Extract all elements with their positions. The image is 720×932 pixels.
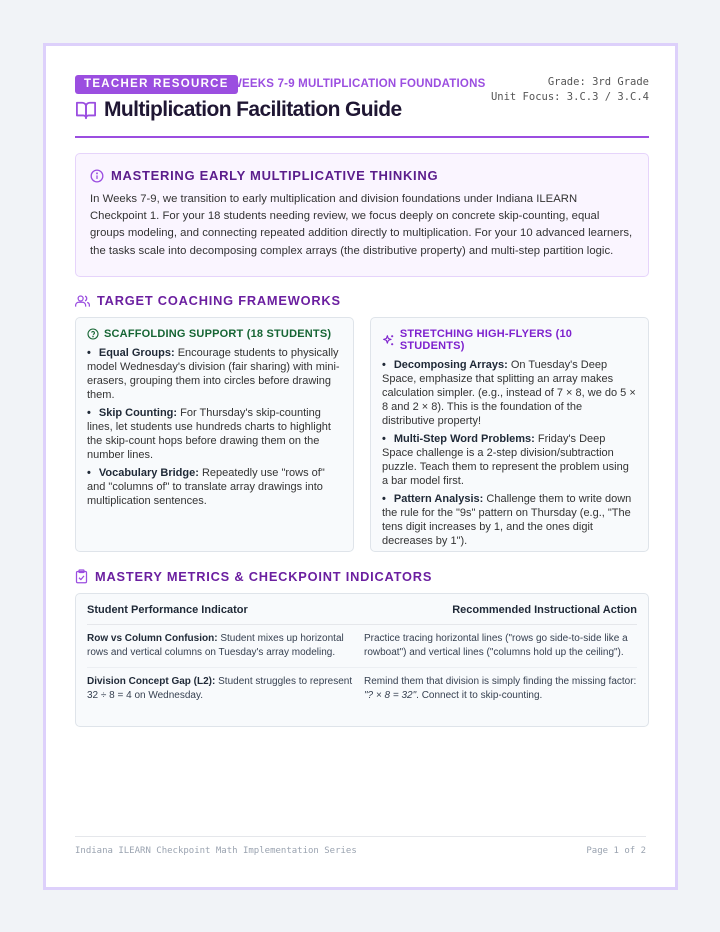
intro-title: MASTERING EARLY MULTIPLICATIVE THINKING [111,168,439,183]
stretching-item-label: Multi-Step Word Problems: [393,433,535,445]
metrics-table [75,593,649,727]
scaffolding-list [87,346,342,508]
users-icon [75,294,90,308]
question-circle-icon [87,328,99,340]
footer-series: Indiana ILEARN Checkpoint Math Implementation Series [75,846,357,856]
scaffolding-item [87,406,342,462]
action-emphasis: "? × 8 = 32" [364,690,417,701]
intro-text: In Weeks 7-9, we transition to early multiplication and division foundations under Indiana ILEARN Checkpoint 1. For your 18 students needing review, we focus deeply on concrete skip-counting, equal groups modeling, and connecting repeated addition directly to multiplication. For your 10 advanced learners, the tasks scale into decomposing complex arrays (the distributive property) and multi-step partition logic. [90,193,633,257]
page-footer [75,836,646,856]
document-page [43,43,678,890]
scaffolding-item-text: For Thursday's skip-counting lines, let students use hundreds charts to highlight the skip-count hops before drawing them on the number lines. [87,407,331,461]
action-text-end: . Connect it to skip-counting. [416,690,543,701]
grade-meta [491,75,649,105]
grade-label: Grade: 3rd Grade [547,76,649,88]
action-text: Remind them that division is simply finding the missing factor: [364,676,637,687]
stretching-item-text: Challenge them to write down the rule for the "9s" pattern on Thursday (e.g., "The tens digit increases by 1, and the ones digit decreases by 1"). [382,493,632,547]
frameworks-heading [75,293,649,308]
stretching-item-label: Pattern Analysis: [393,493,484,505]
stretching-item-label: Decomposing Arrays: [393,359,508,371]
stretching-card [370,317,649,552]
indicator-text: Student mixes up horizontal rows and vertical columns on Tuesday's array modeling. [87,633,344,658]
frameworks-title: TARGET COACHING FRAMEWORKS [97,293,341,308]
stretching-list [382,358,637,548]
metrics-title: MASTERY METRICS & CHECKPOINT INDICATORS [95,569,433,584]
table-row [87,625,637,660]
indicator-cell [87,632,364,660]
scaffolding-item-label: Skip Counting: [98,407,178,419]
page-number: Page 1 of 2 [586,846,646,856]
stretching-item-text: On Tuesday's Deep Space, emphasize that splitting an array makes calculation simpler. (e.g., instead of 7 × 8, we do 5 × 8 and 2 × 8). This is the foundation of the distributive property! [382,359,636,427]
column-header-action: Recommended Instructional Action [452,603,637,616]
page-title: Multiplication Facilitation Guide [104,98,402,121]
indicator-label: Row vs Column Confusion: [87,633,218,644]
stretching-item [382,432,637,488]
header-divider [75,136,649,138]
scaffolding-item [87,346,342,402]
metrics-heading [75,569,649,584]
action-text: Practice tracing horizontal lines ("rows go side-to-side like a rowboat") and vertical lines ("columns hold up the ceiling"). [364,633,628,658]
title-row [75,98,402,122]
scaffolding-item-text: Repeatedly use "rows of" and "columns of" to translate array drawings into multiplication sentences. [87,467,325,507]
header [75,72,649,134]
action-cell [364,632,637,660]
indicator-label: Division Concept Gap (L2): [87,676,216,687]
indicator-cell [87,675,364,703]
framework-cards [75,317,649,552]
table-row [87,667,637,703]
intro-callout [75,153,649,277]
clipboard-check-icon [75,569,88,584]
info-icon [90,169,104,183]
scaffolding-title: SCAFFOLDING SUPPORT (18 STUDENTS) [104,328,332,340]
stretching-item [382,358,637,428]
sparkles-icon [382,334,395,347]
resource-badge: TEACHER RESOURCE [75,75,238,94]
stretching-title: STRETCHING HIGH-FLYERS (10 STUDENTS) [399,328,573,352]
scaffolding-item-text: Encourage students to physically model Wednesday's division (fair sharing) with mini-erasers, grouping them into circles before drawing them. [87,347,340,401]
scaffolding-item [87,466,342,508]
indicator-text: Student struggles to represent 32 ÷ 8 = 4 on Wednesday. [87,676,353,701]
unit-focus-label: Unit Focus: 3.C.3 / 3.C.4 [490,91,649,103]
book-open-icon [75,100,97,120]
scaffolding-item-label: Vocabulary Bridge: [98,467,199,479]
stretching-item [382,492,637,548]
scaffolding-item-label: Equal Groups: [98,347,175,359]
column-header-indicator: Student Performance Indicator [87,603,248,616]
table-header [87,595,637,625]
action-cell [364,675,637,703]
scaffolding-card [75,317,354,552]
stretching-item-text: Friday's Deep Space challenge is a 2-step division/subtraction puzzle. Teach them to represent the problem using a bar model first. [382,433,629,487]
page-content [75,72,649,727]
series-label: WEEKS 7-9 MULTIPLICATION FOUNDATIONS [231,78,486,90]
